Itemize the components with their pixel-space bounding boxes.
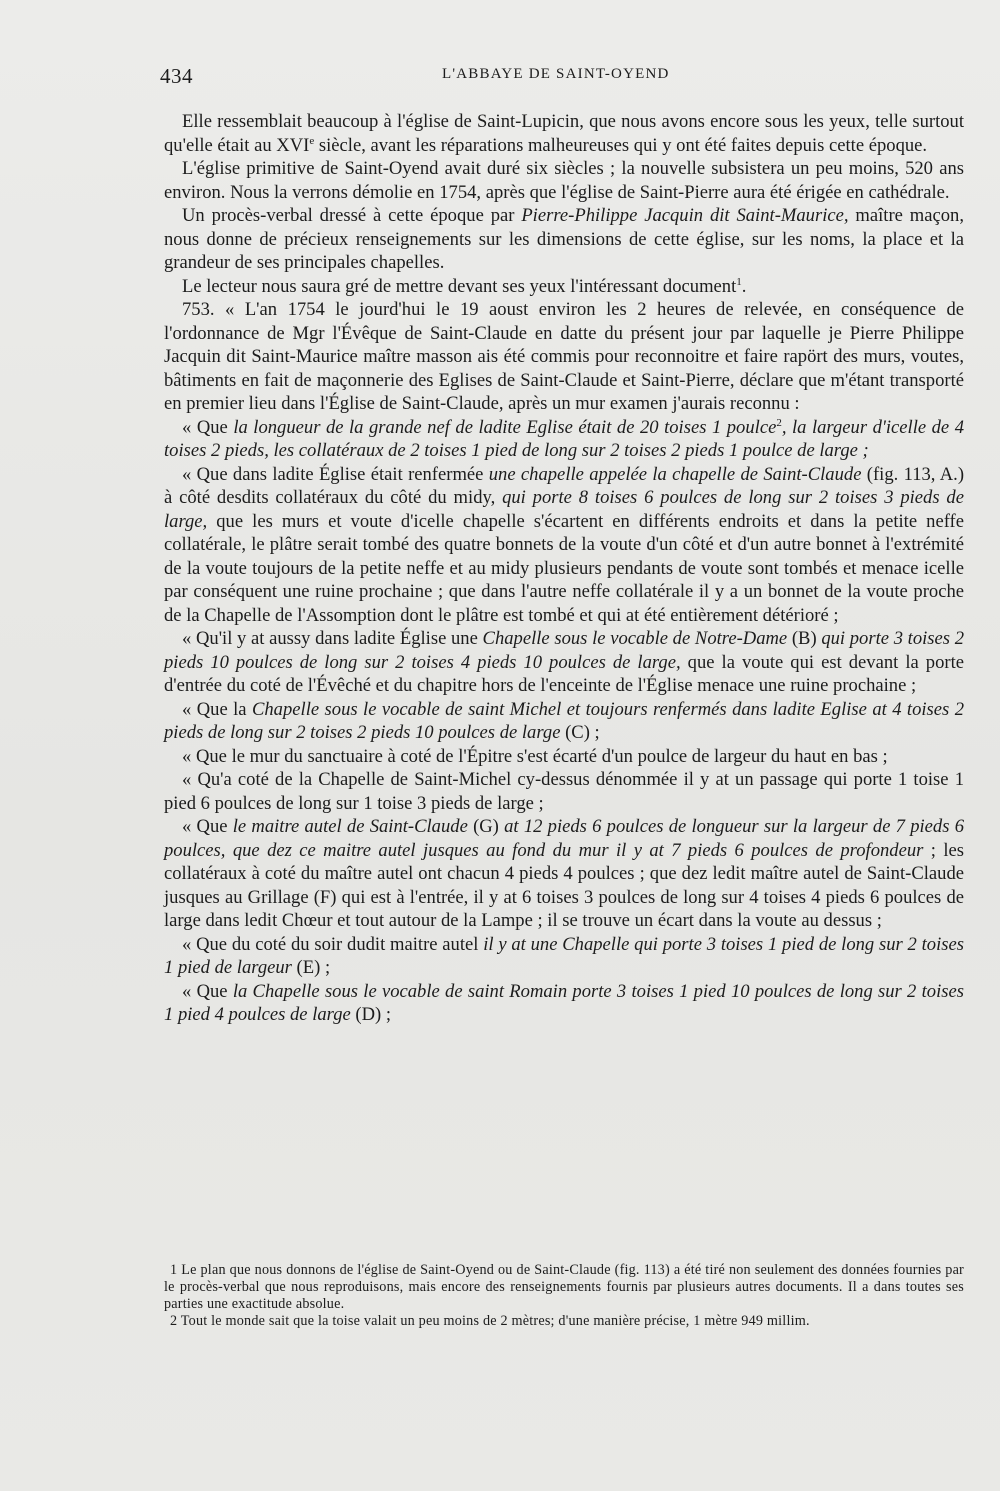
footnote: 2 Tout le monde sait que la toise valait un peu moins de 2 mètres; d'une manière précise, 1 mètre 949 millim.: [170, 1313, 810, 1329]
italic-text: Chapelle sous le vocable de saint Michel et toujours renfermés dans ladite Eglise at 4 toises 2 pieds de long sur 2 toises 2 pieds 10 poulces de large: [164, 698, 965, 743]
paragraph: [164, 110, 964, 157]
italic-text: Pierre-Philippe Jacquin dit Saint-Maurice,: [521, 205, 849, 226]
text-run: maître maçon, nous donne de précieux renseignements sur les dimensions de cette église, sur les noms, la place et la grandeur de ses principales chapelles.: [164, 205, 964, 273]
text-run: .: [741, 275, 747, 297]
text-run: « Que la: [182, 698, 252, 720]
text-run: « Que dans ladite Église était renfermée: [182, 463, 489, 485]
text-run: (fig. 113, A.) à côté desdits collatéraux du côté du midy,: [164, 463, 965, 508]
paragraph: [164, 627, 964, 698]
text-run: 753. « L'an 1754 le jourd'hui le 19 aoust environ les 2 heures de relevée, en conséquence de l'ordonnance de Mgr l'Évêque de Saint-Claude en datte du présent jour par laquelle je Pierre Philippe Jacquin dit Saint-Maurice maître masson ais été commis pour reconnoitre et faire rapört des murs, voutes, bâtiments en fait de maçonnerie des Eglises de Saint-Claude et Saint-Pierre, déclare que m'étant transporté en premier lieu dans l'Église de Saint-Claude, après un mur examen j'aurais reconnu :: [164, 299, 964, 414]
text-run: ; les collatéraux à coté du maître autel ont chacun 4 pieds 4 poulces ; que dez ledit maître autel de Saint-Claude jusques au Grillage (F) qui est à l'entrée, il y at 6 toises 3 poulces de long sur 4 toises 4 pieds 6 poulces de large dans ledit Chœur et tout autour de la Lampe ; il se trouve un écart dans la voute au dessus ;: [164, 839, 964, 931]
paragraph: [164, 416, 964, 463]
text-run: Le lecteur nous saura gré de mettre devant ses yeux l'intéressant document: [182, 275, 737, 297]
text-run: Un procès-verbal dressé à cette époque par: [182, 205, 522, 226]
running-title: L'ABBAYE DE SAINT-OYEND: [442, 66, 670, 82]
text-run: (G): [467, 816, 505, 837]
italic-text: une chapelle appelée la chapelle de Saint-Claude: [488, 463, 862, 485]
text-run: (E) ;: [291, 957, 331, 978]
paragraph: [164, 815, 964, 933]
text-run: « Qu'a coté de la Chapelle de Saint-Michel cy-dessus dénommée il y at un passage qui porte 1 toise 1 pied 6 poulces de long sur 1 toise 3 pieds de large ;: [164, 769, 964, 814]
italic-text: qui porte 8 toises 6 poulces de long sur 2 toises 3 pieds de large,: [164, 487, 964, 532]
text-run: L'église primitive de Saint-Oyend avait duré six siècles ; la nouvelle subsistera un peu moins, 520 ans environ. Nous la verrons démolie en 1754, après que l'église de Saint-Pierre aura été érigée en cathédrale.: [164, 158, 964, 203]
italic-text: la Chapelle sous le vocable de saint Romain porte 3 toises 1 pied 10 poulces de long sur 2 toises 1 pied 4 poulces de large: [164, 980, 964, 1025]
text-run: siècle, avant les réparations malheureuses qui y ont été faites depuis cette époque.: [314, 134, 928, 156]
paragraph: [164, 157, 964, 204]
page-number: 434: [160, 64, 193, 88]
paragraph: [164, 463, 964, 628]
italic-text: Chapelle sous le vocable de Notre-Dame: [482, 628, 788, 649]
text-run: « Que: [182, 416, 234, 438]
paragraph: [164, 275, 964, 299]
body-text: [164, 110, 964, 1027]
italic-text: at 12 pieds 6 poulces de longueur sur la largeur de 7 pieds 6 poulces, que dez ce maitre autel jusques au fond du mur il y at 7 pieds 6 poulces de profondeur: [164, 816, 964, 861]
text-run: « Que le mur du sanctuaire à coté de l'Épitre s'est écarté d'un poulce de largeur du haut en bas ;: [182, 745, 888, 767]
paragraph: [164, 933, 964, 980]
italic-text: le maitre autel de Saint-Claude: [232, 816, 468, 837]
paragraph: [164, 298, 964, 416]
paragraph: [164, 745, 964, 769]
paragraph: [164, 204, 964, 275]
text-run: Elle ressemblait beaucoup à l'église de Saint-Lupicin, que nous avons encore sous les yeux, telle surtout qu'elle était au XVI: [164, 111, 964, 156]
paragraph: [164, 980, 964, 1027]
text-run: (C) ;: [560, 722, 600, 743]
text-run: que les murs et voute d'icelle chapelle s'écartent en différents endroits et dans la petite neffe collatérale, le plâtre serait tombé des quatre bonnets de la voute d'un côté et d'un autre bonnet à l'extrémité de la voute toujours de la petite neffe et au midy plusieurs pendants de voute sont tombés et menace icelle par conséquent une ruine prochaine ; que dans l'autre neffe collatérale il y a un bonnet de la voute proche de la Chapelle de l'Assomption dont le plâtre est tombé et qui at été entièrement détérioré ;: [164, 510, 964, 626]
text-run: « Que: [182, 816, 233, 837]
footnote-ref: 1: [736, 275, 742, 288]
italic-text: , la largeur d'icelle de 4 toises 2 pieds, les collatéraux de 2 toises 1 pied de long sur 2 toises 2 pieds 1 poulce de large ;: [164, 416, 964, 461]
italic-text: il y at une Chapelle qui porte 3 toises 1 pied de long sur 2 toises 1 pied de largeur: [164, 933, 964, 978]
text-run: (D) ;: [350, 1004, 392, 1025]
footnote-ref: e: [309, 134, 315, 147]
text-run: « Que du coté du soir dudit maitre autel: [182, 933, 484, 955]
italic-text: la longueur de la grande nef de ladite Eglise était de 20 toises 1 poulce: [233, 416, 777, 438]
paragraph: [164, 698, 964, 745]
text-run: « Qu'il y at aussy dans ladite Église une: [182, 628, 483, 649]
text-run: que la voute qui est devant la porte d'entrée du coté de l'Évêché et du chapitre hors de l'enceinte de l'Église menace une ruine prochaine ;: [164, 651, 964, 696]
text-run: (B): [787, 628, 822, 649]
italic-text: qui porte 3 toises 2 pieds 10 poulces de long sur 2 toises 4 pieds 10 poulces de large,: [164, 628, 964, 673]
text-run: « Que: [182, 980, 233, 1002]
footnotes: [164, 1262, 964, 1330]
footnote-ref: 2: [776, 416, 782, 429]
page-header: [160, 64, 960, 92]
paragraph: [164, 768, 964, 815]
footnote: 1 Le plan que nous donnons de l'église de Saint-Oyend ou de Saint-Claude (fig. 113) a été tiré non seulement des données fournies par le procès-verbal que nous reproduisons, mais encore des renseignements fournis par plusieurs autres documents. Il a dans toutes ses parties une exactitude absolue.: [164, 1262, 964, 1312]
